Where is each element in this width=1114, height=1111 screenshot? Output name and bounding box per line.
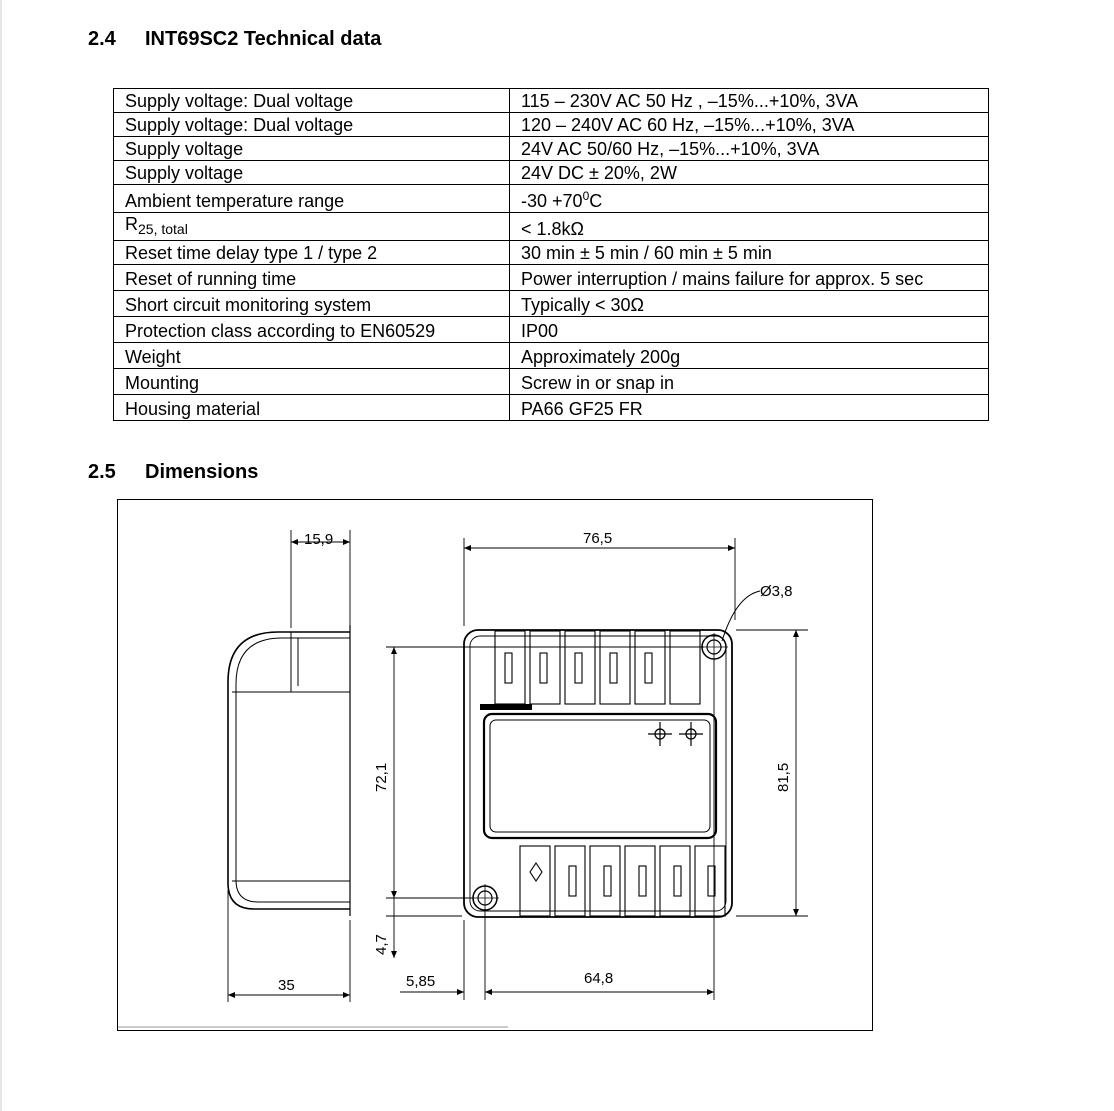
spec-label: Short circuit monitoring system [114,291,510,317]
section-heading-technical-data [88,28,381,51]
spec-value: 115 – 230V AC 50 Hz , –15%...+10%, 3VA [510,89,989,113]
label-strip [480,704,532,710]
dim-label-side-depth-top: 15,9 [304,531,334,548]
front-view [464,591,760,917]
side-view [228,530,350,1002]
table-row [114,369,989,395]
table-row [114,291,989,317]
temp-range-text: -30 +70 [521,191,583,211]
table-row [114,265,989,291]
spec-value: 120 – 240V AC 60 Hz, –15%...+10%, 3VA [510,113,989,137]
table-row [114,241,989,265]
spec-value: Approximately 200g [510,343,989,369]
spec-label: Weight [114,343,510,369]
dim-label-height-total: 81,5 [775,762,792,792]
table-row [114,137,989,161]
spec-label: Housing material [114,395,510,421]
table-row [114,395,989,421]
spec-label: Mounting [114,369,510,395]
spec-value [510,185,989,213]
spec-value: 30 min ± 5 min / 60 min ± 5 min [510,241,989,265]
resistance-symbol: R [125,214,138,234]
section-title: INT69SC2 Technical data [145,28,382,50]
section-heading-dimensions [88,461,258,484]
dim-label-bottom-offset: 4,7 [373,934,390,955]
spec-value: IP00 [510,317,989,343]
section-number: 2.5 [88,461,116,483]
spec-value: < 1.8kΩ [510,213,989,241]
table-row [114,113,989,137]
table-row [114,185,989,213]
section-number: 2.4 [88,28,116,50]
table-row [114,161,989,185]
spec-value: Typically < 30Ω [510,291,989,317]
table-row [114,89,989,113]
resistance-subscript: 25, total [138,221,188,237]
spec-label: Supply voltage [114,161,510,185]
led-markers [648,722,703,746]
spec-label [114,213,510,241]
display-window [484,714,716,838]
page-edge [0,0,2,1111]
dim-label-left-offset: 5,85 [406,973,436,990]
table-row [114,317,989,343]
technical-data-table [113,88,989,421]
spec-label: Protection class according to EN60529 [114,317,510,343]
mounting-hole-top [700,633,728,661]
spec-value: Power interruption / mains failure for approx. 5 sec [510,265,989,291]
dimension-drawing-svg [118,500,872,1030]
dim-label-side-depth-bottom: 35 [278,977,295,994]
spec-label: Supply voltage: Dual voltage [114,113,510,137]
mounting-hole-bottom [471,884,499,912]
spec-label: Ambient temperature range [114,185,510,213]
spec-label: Supply voltage: Dual voltage [114,89,510,113]
table-row [114,213,989,241]
section-title: Dimensions [145,461,259,483]
dim-label-width-top: 76,5 [583,530,613,547]
spec-value: PA66 GF25 FR [510,395,989,421]
spec-value: 24V DC ± 20%, 2W [510,161,989,185]
front-dimension-lines [386,538,808,1000]
spec-value: Screw in or snap in [510,369,989,395]
lower-vent-fins [520,846,725,916]
spec-label: Reset of running time [114,265,510,291]
temp-unit: C [589,191,603,211]
spec-label: Supply voltage [114,137,510,161]
dim-label-height-inner: 72,1 [373,762,390,792]
spec-value: 24V AC 50/60 Hz, –15%...+10%, 3VA [510,137,989,161]
dimension-drawing [117,499,873,1031]
spec-label: Reset time delay type 1 / type 2 [114,241,510,265]
dim-label-hole-diameter: Ø3,8 [760,583,793,600]
upper-vent-fins [495,631,700,704]
degree-superscript: 0 [582,189,590,203]
dim-label-hole-spacing: 64,8 [584,970,614,987]
table-row [114,343,989,369]
